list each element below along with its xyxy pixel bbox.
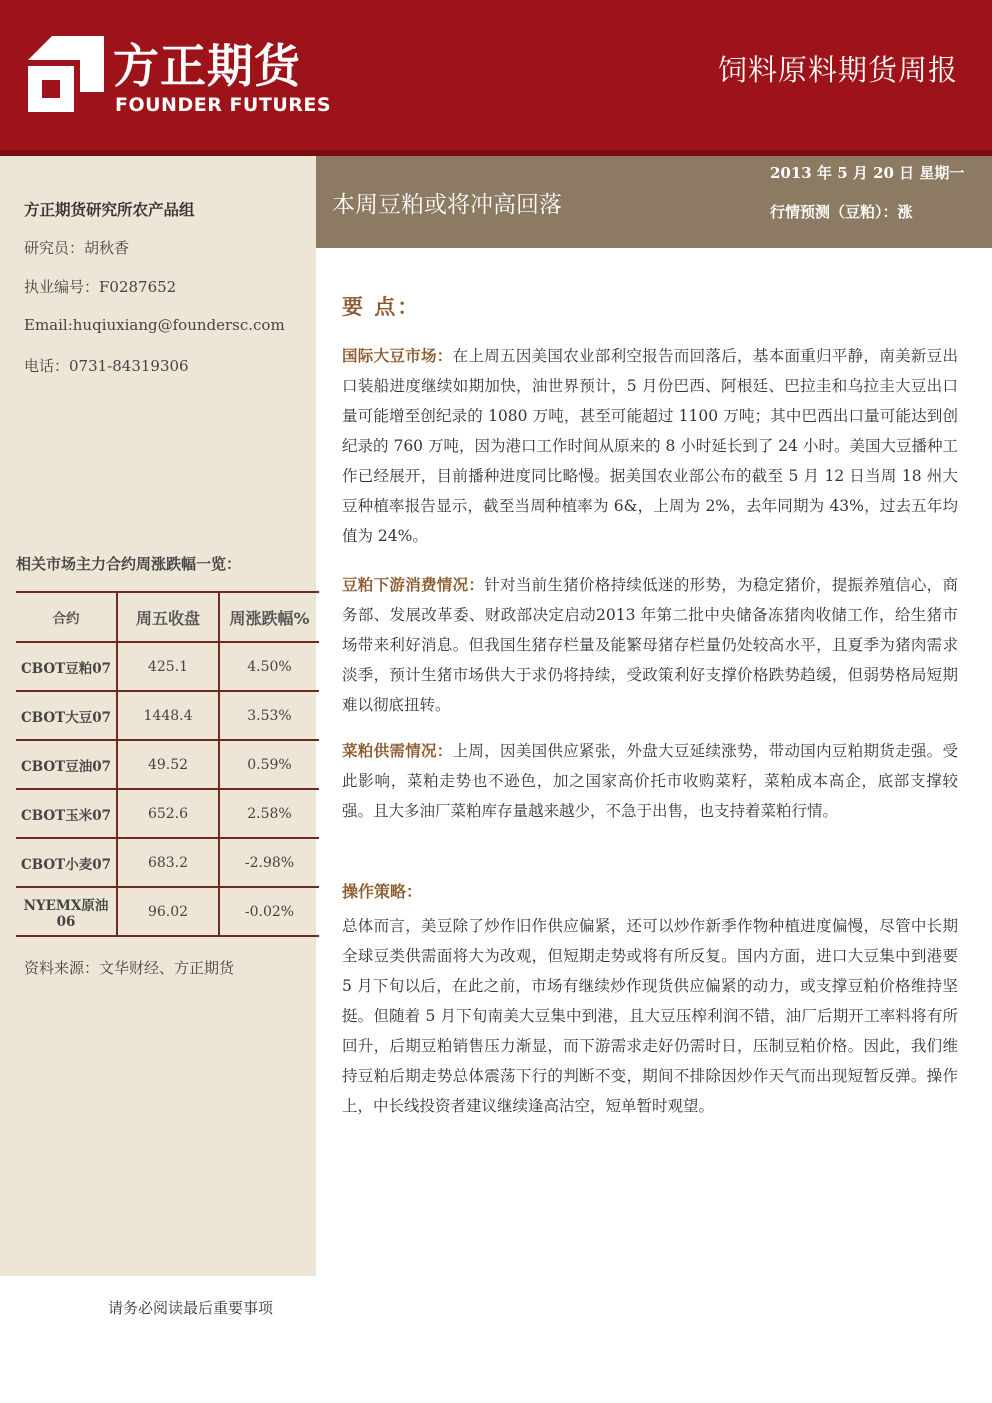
column-header-contract: 合约: [16, 592, 117, 642]
contract-cell: CBOT豆粕07: [16, 642, 117, 691]
paragraph-strategy: [342, 911, 958, 1121]
page-header: [0, 0, 992, 150]
table-row: [16, 838, 319, 887]
close-cell: 1448.4: [117, 691, 219, 740]
close-cell: 652.6: [117, 789, 219, 838]
logo-english-name: FOUNDER FUTURES: [115, 94, 332, 116]
paragraph-lead: 豆粕下游消费情况：: [342, 576, 485, 594]
paragraph-downstream: [342, 570, 958, 720]
founder-logo-icon: [28, 36, 104, 112]
change-cell: -0.02%: [219, 887, 319, 936]
disclaimer-note: 请务必阅读最后重要事项: [108, 1299, 274, 1317]
change-cell: 3.53%: [219, 691, 319, 740]
data-source: 资料来源：文华财经、方正期货: [24, 959, 235, 977]
market-table-title: 相关市场主力合约周涨跌幅一览：: [16, 555, 242, 573]
paragraph-body: 总体而言，美豆除了炒作旧作供应偏紧，还可以炒作新季作物种植进度偏慢，尽管中长期全球豆类供需面将大为改观，但短期走势或将有所反复。国内方面，进口大豆集中到港要 5 月下旬以后，在此之前，市场有继续炒作现货供应偏紧的动力，或支撑豆粕价格维持坚挺。但随着 5 月下旬南美大豆集中到港，且大豆压榨利润不错，油厂后期开工率料将有所回升，后期豆粕销售压力渐显，而下游需求走好仍需时日，压制豆粕价格。因此，我们维持豆粕后期走势总体震荡下行的判断不变，期间不排除因炒作天气而出现短暂反弹。操作上，中长线投资者建议继续逢高沽空，短单暂时观望。: [342, 917, 958, 1115]
contract-cell: NYEMX原油06: [16, 887, 117, 936]
key-points-heading: 要 点：: [342, 295, 421, 319]
market-change-table: [16, 591, 319, 937]
market-forecast: 行情预测（豆粕）：涨: [770, 203, 913, 221]
contract-cell: CBOT玉米07: [16, 789, 117, 838]
logo-chinese-name: 方正期货: [113, 39, 301, 93]
change-cell: 0.59%: [219, 740, 319, 789]
license-number: 执业编号：F0287652: [24, 278, 177, 296]
paragraph-lead: 国际大豆市场：: [342, 347, 453, 365]
headline: 本周豆粕或将冲高回落: [332, 192, 562, 218]
paragraph-intl-soybean: [342, 341, 958, 551]
table-row: [16, 691, 319, 740]
paragraph-body: 上周，因美国供应紧张，外盘大豆延续涨势，带动国内豆粕期货走强。受此影响，菜粕走势也不逊色，加之国家高价托市收购菜籽，菜粕成本高企，底部支撑较强。且大多油厂菜粕库存量越来越少，不急于出售，也支持着菜粕行情。: [342, 742, 958, 820]
researcher-name: 研究员：胡秋香: [24, 239, 130, 257]
close-cell: 96.02: [117, 887, 219, 936]
table-row: [16, 887, 319, 936]
contract-cell: CBOT大豆07: [16, 691, 117, 740]
change-cell: 2.58%: [219, 789, 319, 838]
close-cell: 49.52: [117, 740, 219, 789]
paragraph-rapeseed-meal: [342, 736, 958, 826]
research-org: 方正期货研究所农产品组: [24, 201, 195, 219]
strategy-heading: 操作策略：: [342, 882, 423, 901]
contract-cell: CBOT小麦07: [16, 838, 117, 887]
close-cell: 425.1: [117, 642, 219, 691]
researcher-email: Email:huqiuxiang@foundersc.com: [24, 316, 285, 334]
change-cell: 4.50%: [219, 642, 319, 691]
researcher-phone: 电话：0731-84319306: [24, 357, 189, 375]
column-header-close: 周五收盘: [117, 592, 219, 642]
change-cell: -2.98%: [219, 838, 319, 887]
report-title: 饲料原料期货周报: [717, 53, 958, 87]
table-header-row: [16, 592, 319, 642]
report-date: 2013 年 5 月 20 日 星期一: [770, 164, 965, 182]
paragraph-lead: 菜粕供需情况：: [342, 742, 453, 760]
contract-cell: CBOT豆油07: [16, 740, 117, 789]
column-header-change: 周涨跌幅%: [219, 592, 319, 642]
paragraph-body: 在上周五因美国农业部利空报告而回落后，基本面重归平静，南美新豆出口装船进度继续如期加快，油世界预计，5 月份巴西、阿根廷、巴拉圭和乌拉圭大豆出口量可能增至创纪录的 1080 万吨，甚至可能超过 1100 万吨；其中巴西出口量可能达到创纪录的 760 万吨，因为港口工作时间从原来的 8 小时延长到了 24 小时。美国大豆播种工作已经展开，目前播种进度同比略慢。据美国农业部公布的截至 5 月 12 日当周 18 州大豆种植率报告显示，截至当周种植率为 6&，上周为 2%，去年同期为 43%，过去五年均值为 24%。: [342, 347, 958, 545]
close-cell: 683.2: [117, 838, 219, 887]
paragraph-body: 针对当前生猪价格持续低迷的形势，为稳定猪价，提振养殖信心，商务部、发展改革委、财政部决定启动2013 年第二批中央储备冻猪肉收储工作，给生猪市场带来利好消息。但我国生猪存栏量及能繁母猪存栏量仍处较高水平，且夏季为猪肉需求淡季，预计生猪市场供大于求仍将持续，受政策利好支撑价格跌势趋缓，但弱势格局短期难以彻底扭转。: [342, 576, 958, 714]
table-row: [16, 740, 319, 789]
table-row: [16, 789, 319, 838]
table-row: [16, 642, 319, 691]
